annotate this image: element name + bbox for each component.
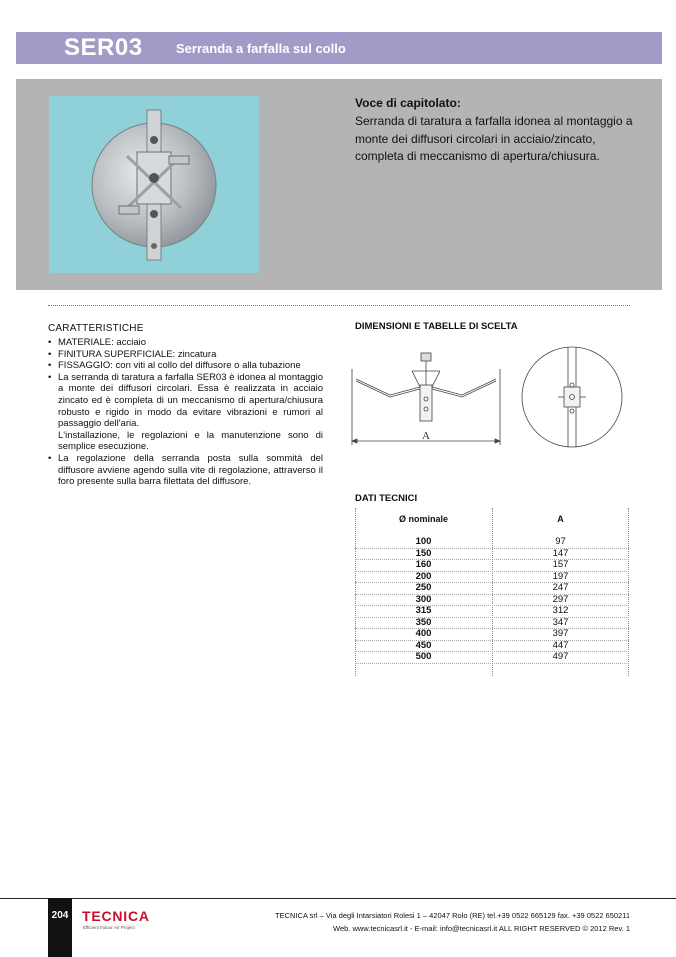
table-row <box>355 651 629 664</box>
cell-nominal: 160 <box>415 559 432 570</box>
front-view <box>522 347 622 447</box>
cell-a: 447 <box>552 639 569 651</box>
technical-table <box>355 508 629 676</box>
technical-heading: DATI TECNICI <box>355 493 418 504</box>
cell-a: 197 <box>552 570 569 582</box>
feature-text: La serranda di taratura a farfalla SER03 è idonea al montaggio a monte dei diffusori circolari. Essa è realizzata in acciaio zincato ed è completa di un meccanismo di apertura/chiusura robusto e rigido in modo da evitare vibrazioni e rumori al passaggio dell'aria. <box>58 371 323 430</box>
cell-a: 157 <box>552 559 569 570</box>
cell-a: 397 <box>552 628 569 639</box>
cell-a: 247 <box>552 582 569 593</box>
feature-text: FISSAGGIO: con viti al collo del diffusore o alla tubazione <box>58 360 301 372</box>
feature-item <box>48 360 323 372</box>
feature-text: MATERIALE: acciaio <box>58 337 146 348</box>
feature-item <box>48 349 323 361</box>
features-heading: CARATTERISTICHE <box>48 323 144 334</box>
features-list <box>48 337 323 488</box>
cell-a: 97 <box>555 536 566 547</box>
cell-a: 147 <box>552 547 569 559</box>
footer-divider <box>0 898 676 899</box>
bullet-icon: • <box>48 371 52 383</box>
cell-nominal: 350 <box>415 616 432 628</box>
cell-nominal: 500 <box>415 651 432 662</box>
brand-logo: TECNICA <box>82 908 150 924</box>
dimension-drawing <box>350 341 640 451</box>
company-address: TECNICA srl – Via degli Intarsiatori Rolesi 1 – 42047 Rolo (RE) tel.+39 0522 665129 fax. +39 0522 650211 <box>275 911 630 920</box>
section-divider <box>48 305 630 306</box>
cell-nominal: 250 <box>415 582 432 593</box>
dimension-label-a: A <box>422 430 430 442</box>
feature-text: La regolazione della serranda posta sulla sommità del diffusore avviene agendo sulla vite di regolazione, attraverso il foro presente sulla barra filettata del diffusore. <box>58 452 323 488</box>
dimensions-heading: DIMENSIONI E TABELLE DI SCELTA <box>355 321 518 332</box>
cell-nominal: 400 <box>415 628 432 639</box>
feature-item <box>48 337 323 349</box>
page-tab <box>48 898 72 957</box>
feature-note: L'installazione, le regolazioni e la manutenzione sono di semplice esecuzione. <box>58 429 323 453</box>
technical-drawing <box>350 341 640 451</box>
cell-nominal: 300 <box>415 593 432 605</box>
brand-tagline: Efficient Indoor Air Project <box>83 925 135 930</box>
cell-a: 497 <box>552 651 569 662</box>
column-header-nominal: Ø nominale <box>398 514 448 524</box>
feature-item <box>48 372 323 453</box>
cell-nominal: 150 <box>415 547 432 559</box>
cell-a: 297 <box>552 593 569 605</box>
product-code: SER03 <box>64 34 143 61</box>
column-header-a: A <box>557 514 564 524</box>
cell-nominal: 450 <box>415 639 432 651</box>
feature-item <box>48 453 323 488</box>
product-photo <box>49 96 259 273</box>
damper-photo-illustration <box>49 96 259 273</box>
bullet-icon: • <box>48 337 52 348</box>
page-number: 204 <box>51 910 69 921</box>
cell-a: 347 <box>552 616 569 628</box>
bullet-icon: • <box>48 348 52 360</box>
bullet-icon: • <box>48 452 52 464</box>
cell-nominal: 200 <box>415 570 432 582</box>
spec-title: Voce di capitolato: <box>355 96 461 110</box>
bullet-icon: • <box>48 360 52 372</box>
cell-nominal: 100 <box>415 536 432 547</box>
spec-text: Serranda di taratura a farfalla idonea al montaggio a monte dei diffusori circolari in acciaio/zincato, completa di meccanismo di apertura/chiusura. <box>355 114 633 163</box>
cell-a: 312 <box>552 605 569 616</box>
company-web: Web. www.tecnicasrl.it - E-mail: info@tecnicasrl.it ALL RIGHT RESERVED © 2012 Rev. 1 <box>333 924 630 933</box>
feature-text: FINITURA SUPERFICIALE: zincatura <box>58 348 217 360</box>
cell-nominal: 315 <box>415 605 432 616</box>
product-subtitle: Serranda a farfalla sul collo <box>176 41 346 56</box>
